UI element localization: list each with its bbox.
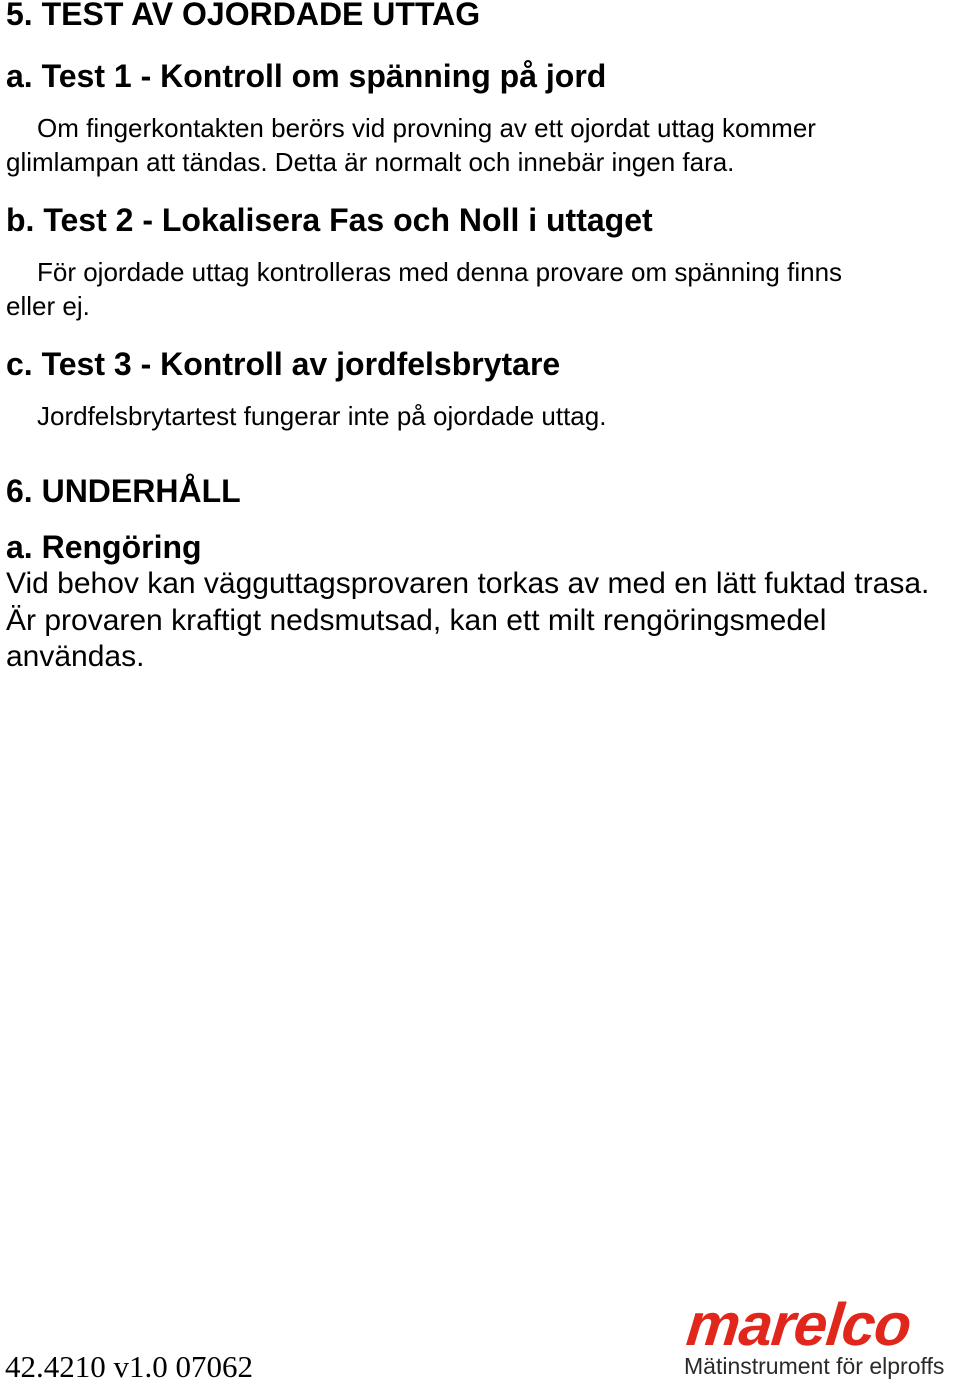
- document-code: 42.4210 v1.0 07062: [5, 1349, 253, 1384]
- section-6-title: 6. UNDERHÅLL: [6, 473, 241, 509]
- section-5a-text-line-2: glimlampan att tändas. Detta är normalt och innebär ingen fara.: [6, 147, 735, 177]
- section-5b-title: b. Test 2 - Lokalisera Fas och Noll i uttaget: [6, 202, 653, 238]
- section-5b-text-line-1: För ojordade uttag kontrolleras med denna provare om spänning finns: [37, 257, 843, 287]
- section-6a-title: a. Rengöring: [6, 529, 202, 565]
- section-6a-text-line-2: Är provaren kraftigt nedsmutsad, kan ett milt rengöringsmedel: [6, 604, 827, 637]
- section-5a-title: a. Test 1 - Kontroll om spänning på jord: [6, 58, 607, 94]
- section-6a-text-line-3: användas.: [6, 640, 145, 673]
- section-5c-text: Jordfelsbrytartest fungerar inte på ojordade uttag.: [37, 401, 607, 431]
- section-5b-text-line-2: eller ej.: [6, 291, 90, 321]
- logo-wordmark: marelco: [683, 1291, 914, 1358]
- marelco-logo: [680, 1291, 955, 1379]
- section-5a-text-line-1: Om fingerkontakten berörs vid provning av ett ojordat uttag kommer: [37, 113, 816, 143]
- section-5-title: 5. TEST AV OJORDADE UTTAG: [6, 0, 481, 32]
- logo-tagline: Mätinstrument för elproffs: [684, 1353, 945, 1379]
- section-6a-text-line-1: Vid behov kan vägguttagsprovaren torkas av med en lätt fuktad trasa.: [6, 567, 930, 600]
- section-5c-title: c. Test 3 - Kontroll av jordfelsbrytare: [6, 346, 561, 382]
